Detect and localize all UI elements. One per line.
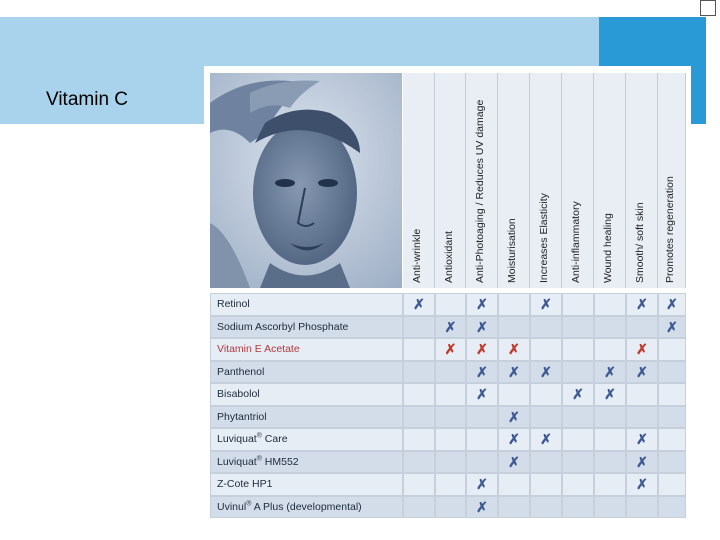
benefit-cell [435, 406, 466, 429]
benefit-cell [403, 316, 435, 339]
benefit-mark-icon: ✗ [636, 296, 648, 312]
benefit-cell [562, 451, 594, 474]
ingredient-name-main: Vitamin E Acetate [217, 343, 300, 355]
benefit-cell [562, 316, 594, 339]
column-header-label: Smooth/ soft skin [633, 202, 646, 283]
benefit-cell [594, 338, 626, 361]
benefit-cell [530, 473, 562, 496]
benefit-mark-icon: ✗ [636, 453, 648, 470]
ingredient-name-main: Bisabolol [217, 388, 260, 400]
column-header [530, 73, 562, 288]
benefit-mark-icon: ✗ [508, 341, 520, 357]
benefit-cell [658, 383, 686, 406]
benefit-cell [403, 496, 435, 519]
benefit-cell [530, 451, 562, 474]
registered-mark: ® [256, 455, 262, 462]
benefit-cell [466, 406, 498, 429]
ingredient-name-main: Phytantriol [217, 410, 267, 423]
benefit-cell [530, 406, 562, 429]
ingredient-name-main: Luviquat [217, 455, 257, 468]
benefit-cell [498, 496, 530, 519]
ingredient-name-main: Z-Cote HP1 [217, 478, 273, 490]
benefit-cell [403, 473, 435, 496]
benefit-cell [498, 473, 530, 496]
benefit-cell [626, 383, 658, 406]
benefit-cell [466, 451, 498, 474]
benefit-cell [498, 383, 530, 406]
benefit-cell [562, 473, 594, 496]
ingredient-name-suffix: Care [261, 433, 288, 445]
column-header-label: Antioxidant [442, 231, 455, 283]
benefit-cell [562, 406, 594, 429]
benefit-mark-icon: ✗ [604, 363, 616, 380]
benefit-cell [435, 293, 466, 316]
benefit-cell [435, 473, 466, 496]
ingredient-name [217, 366, 264, 378]
ingredient-name-main: Luviquat [217, 433, 257, 445]
benefit-cell [530, 496, 562, 519]
ingredient-name [217, 388, 260, 400]
benefit-cell [403, 428, 435, 451]
benefit-cell [626, 496, 658, 519]
ingredient-name-suffix: HM552 [261, 455, 299, 468]
column-header [435, 73, 466, 288]
benefit-cell [403, 383, 435, 406]
column-header [403, 73, 435, 288]
column-header [498, 73, 530, 288]
benefit-cell [530, 383, 562, 406]
column-header [562, 73, 594, 288]
benefit-mark-icon: ✗ [476, 341, 488, 357]
ingredient-name [217, 456, 299, 468]
benefit-cell [658, 451, 686, 474]
column-header-label: Promotes regeneration [664, 176, 677, 283]
benefit-cell [562, 293, 594, 316]
ingredient-name [217, 343, 300, 355]
benefit-mark-icon: ✗ [540, 296, 552, 312]
benefit-cell [658, 496, 686, 519]
benefit-cell [658, 406, 686, 429]
ingredient-name [217, 411, 267, 423]
column-header-label: Anti-wrinkle [410, 228, 423, 283]
portrait-photo [210, 73, 402, 288]
benefit-mark-icon: ✗ [413, 296, 425, 312]
benefit-mark-icon: ✗ [508, 363, 520, 380]
column-header [466, 73, 498, 288]
column-header-label: Moisturisation [505, 218, 518, 283]
portrait-illustration [210, 73, 402, 288]
registered-mark: ® [246, 500, 252, 507]
benefit-mark-icon: ✗ [666, 318, 678, 335]
benefit-cell [562, 496, 594, 519]
benefit-mark-icon: ✗ [636, 363, 648, 380]
benefit-cell [435, 451, 466, 474]
benefit-cell [594, 496, 626, 519]
slide-title: Vitamin C [46, 89, 129, 110]
benefit-cell [403, 361, 435, 384]
benefit-mark-icon: ✗ [476, 498, 488, 515]
benefit-mark-icon: ✗ [476, 296, 488, 312]
benefit-cell [435, 496, 466, 519]
ingredient-name [217, 501, 362, 513]
benefit-cell [594, 293, 626, 316]
benefit-mark-icon: ✗ [540, 363, 552, 380]
benefit-mark-icon: ✗ [508, 453, 520, 470]
benefit-mark-icon: ✗ [508, 431, 520, 447]
column-header-label: Wound healing [601, 213, 614, 283]
benefit-cell [530, 338, 562, 361]
benefit-mark-icon: ✗ [508, 408, 520, 425]
benefit-cell [594, 316, 626, 339]
benefit-mark-icon: ✗ [572, 386, 584, 402]
benefit-cell [594, 428, 626, 451]
benefit-cell [435, 383, 466, 406]
benefit-cell [403, 451, 435, 474]
benefit-cell [594, 473, 626, 496]
benefit-mark-icon: ✗ [540, 431, 552, 447]
ingredient-name [217, 433, 288, 445]
ingredient-name-main: Retinol [217, 298, 250, 310]
benefit-cell [498, 316, 530, 339]
column-header [658, 73, 686, 288]
column-header [626, 73, 658, 288]
benefit-cell [658, 361, 686, 384]
benefit-cell [594, 406, 626, 429]
benefit-cell [403, 338, 435, 361]
benefit-cell [562, 338, 594, 361]
benefit-cell [562, 428, 594, 451]
benefit-cell [626, 316, 658, 339]
benefit-mark-icon: ✗ [444, 341, 457, 357]
ingredient-name-suffix: A Plus (developmental) [251, 500, 362, 513]
column-header-label: Increases Elasticity [537, 193, 550, 283]
benefit-mark-icon: ✗ [476, 318, 488, 335]
benefit-cell [530, 316, 562, 339]
benefit-mark-icon: ✗ [636, 476, 648, 492]
benefit-mark-icon: ✗ [666, 296, 678, 312]
benefit-cell [626, 406, 658, 429]
benefit-mark-icon: ✗ [444, 318, 457, 335]
benefit-mark-icon: ✗ [636, 431, 648, 447]
benefit-mark-icon: ✗ [476, 363, 488, 380]
ingredient-name-main: Sodium Ascorbyl Phosphate [217, 320, 349, 333]
benefit-mark-icon: ✗ [476, 476, 488, 492]
benefit-cell [658, 338, 686, 361]
benefit-cell [403, 406, 435, 429]
column-header-label: Anti-inflammatory [569, 201, 582, 283]
benefit-cell [435, 428, 466, 451]
benefit-cell [435, 361, 466, 384]
benefit-cell [562, 361, 594, 384]
ingredient-name [217, 321, 348, 333]
benefit-cell [466, 428, 498, 451]
benefit-cell [658, 473, 686, 496]
ingredient-name [217, 478, 272, 490]
benefit-mark-icon: ✗ [604, 386, 616, 402]
benefit-cell [658, 428, 686, 451]
column-header [594, 73, 626, 288]
ingredient-name-main: Panthenol [217, 365, 265, 378]
benefit-cell [594, 451, 626, 474]
benefit-mark-icon: ✗ [636, 341, 648, 357]
benefit-cell [498, 293, 530, 316]
column-header-label: Anti-Photoaging / Reduces UV damage [473, 99, 486, 283]
ingredient-name [217, 298, 250, 310]
registered-mark: ® [256, 432, 262, 440]
benefit-mark-icon: ✗ [476, 386, 488, 402]
ingredient-name-main: Uvinul [217, 500, 247, 513]
window-corner-box[interactable] [700, 0, 716, 16]
